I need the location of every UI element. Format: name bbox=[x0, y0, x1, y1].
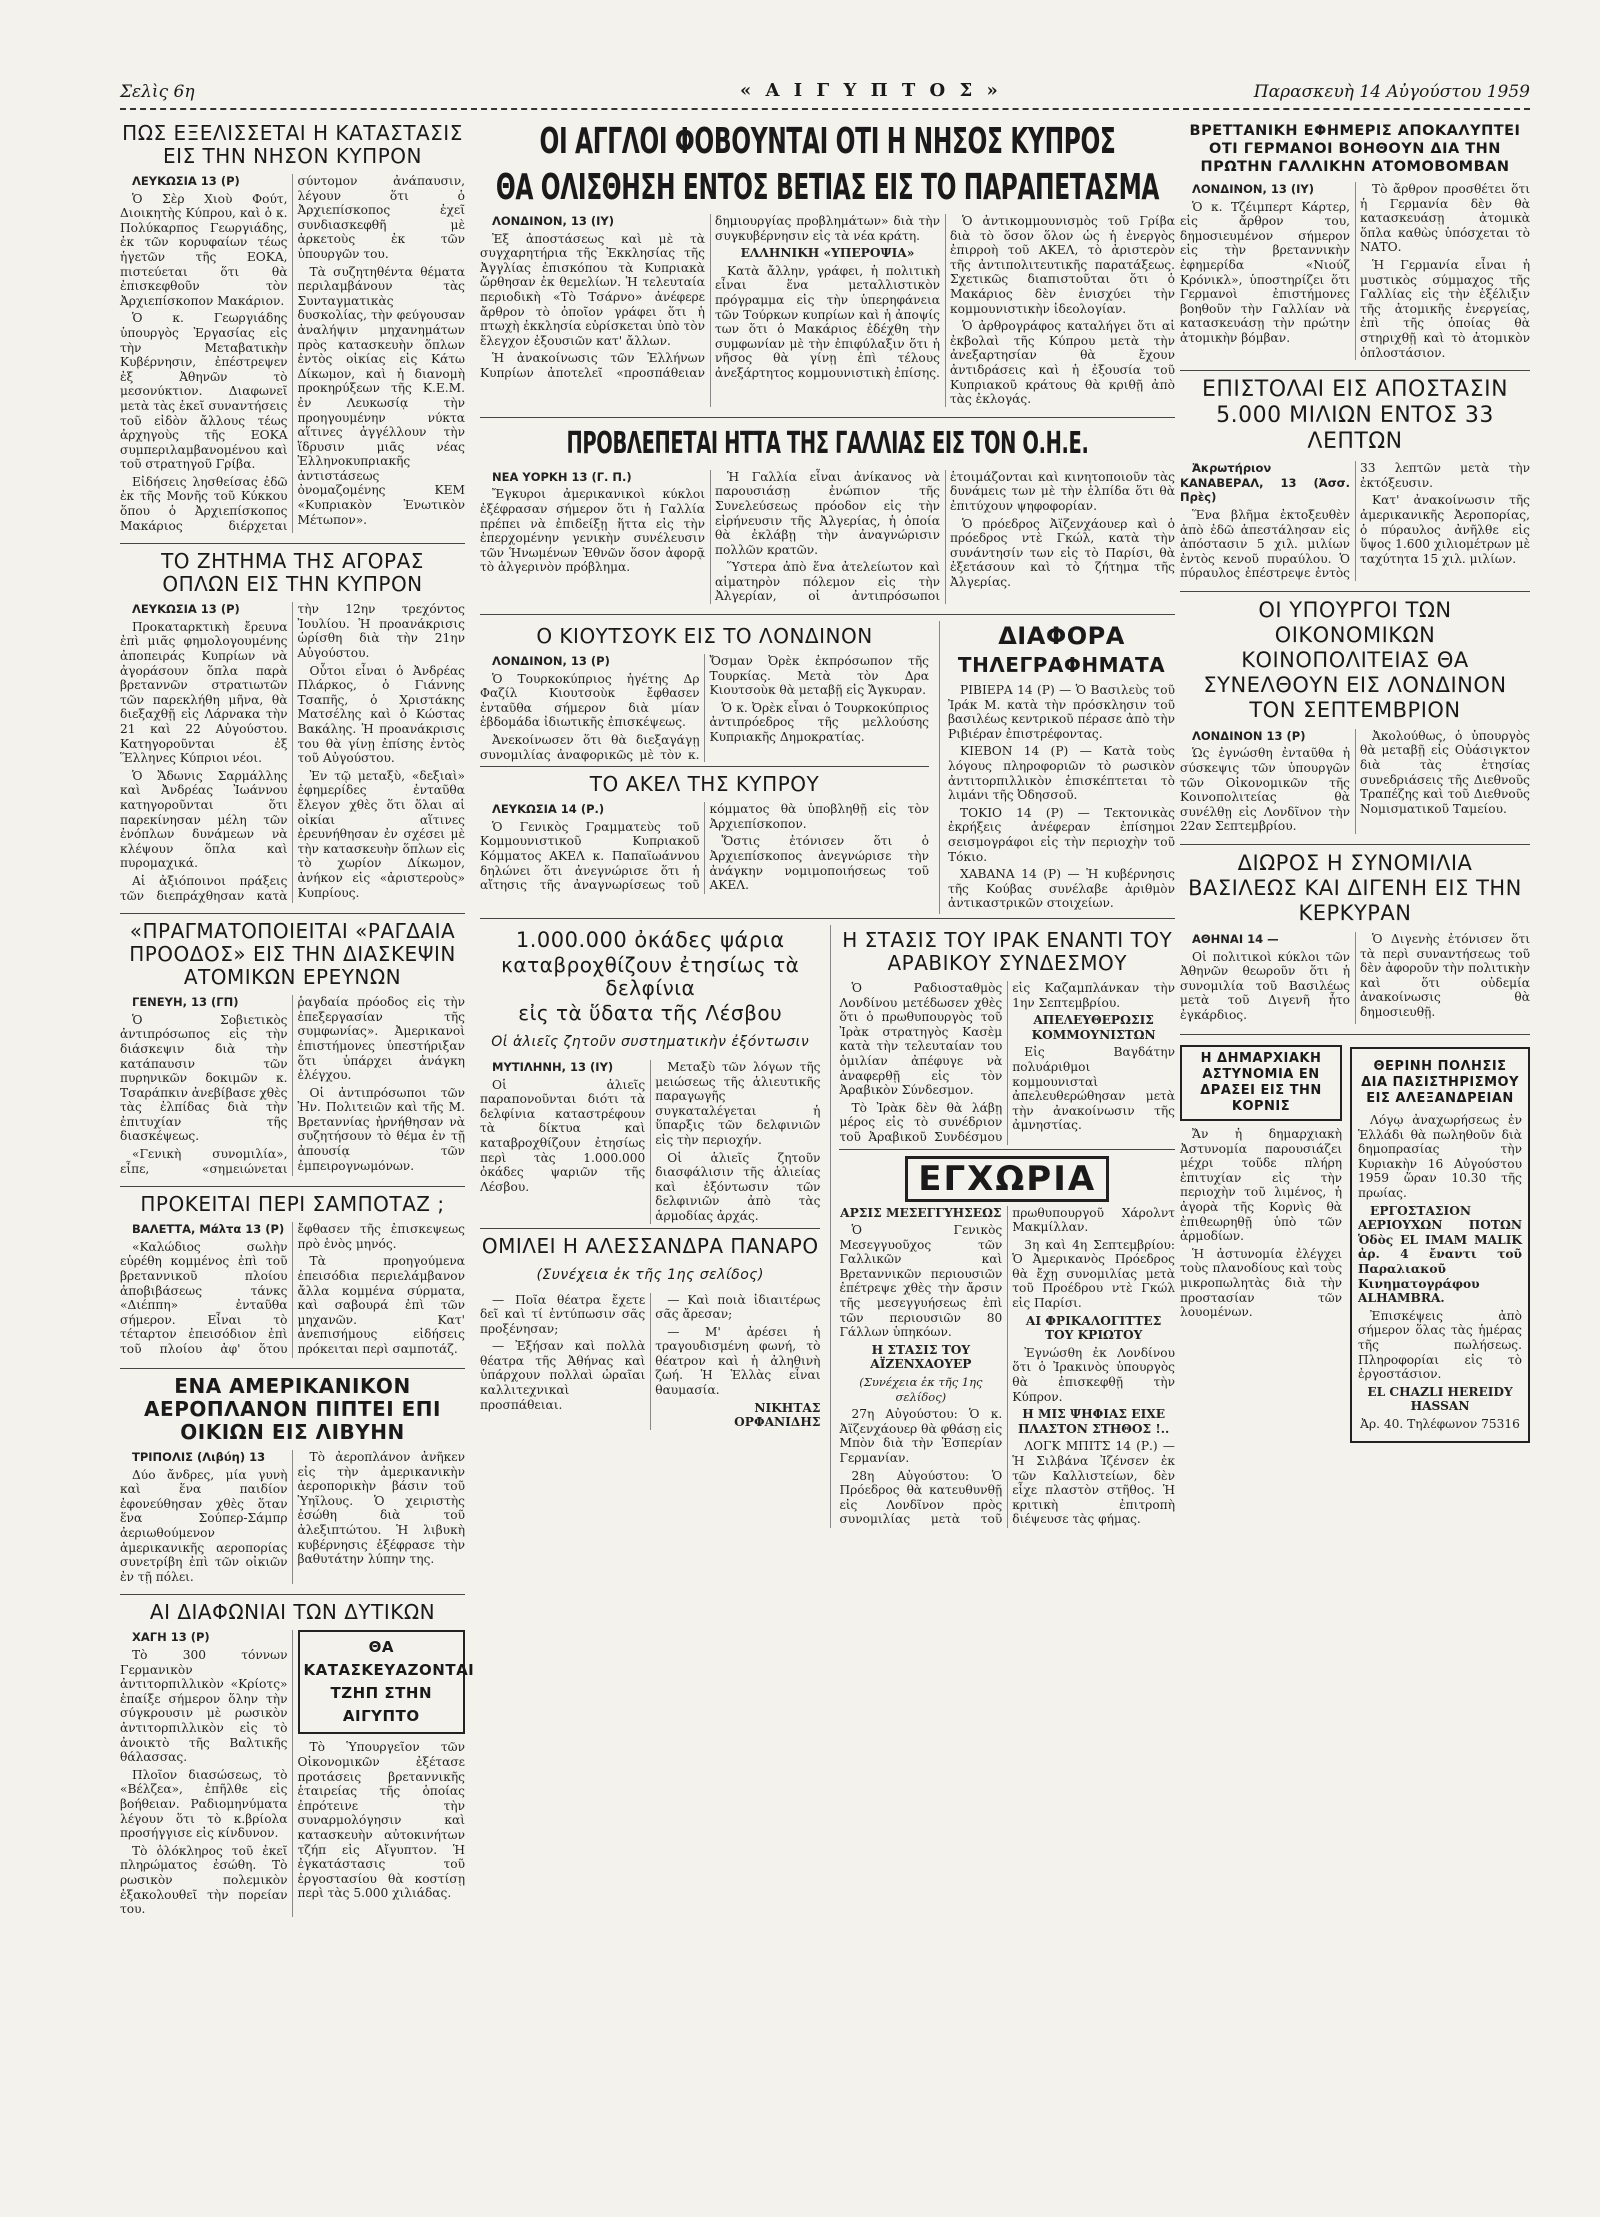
paragraph: Ὁ Ἄδωνις Σαρμάλλης καὶ Ἀνδρέας Ἰωάννου κατηγοροῦνται ὅτι παρεκίνησαν μέλη τῶν ἐνόπλων δυνάμεων νὰ κλέψουν ὅπλα καὶ πυρομαχικά. bbox=[120, 768, 288, 871]
column-center bbox=[480, 118, 1175, 1528]
paragraph: Τὰ προηγούμενα ἐπεισόδια περιελάμβανον ἄλλα κομμένα σύρματα, καὶ σαβουρά ἐπὶ τῶν μηχανῶν. Κατ' ἀνεπισήμους εἰδήσεις πρόκειται περὶ σαμποτάζ. bbox=[297, 1254, 465, 1356]
headline: ΤΟ ΑΚΕΛ ΤΗΣ ΚΥΠΡΟΥ bbox=[589, 772, 820, 797]
article-arms-purchase bbox=[120, 550, 465, 903]
dateline: ΜΥΤΙΛΗΝΗ, 13 (ΙΥ) bbox=[492, 1059, 614, 1074]
article-plane-crash bbox=[120, 1375, 465, 1584]
paragraph: Τὸ Ἰρὰκ δὲν θὰ λάβῃ μέρος εἰς τὸ συνέδριον τοῦ Ἀραβικοῦ Συνδέσμου εἰς Καζαμπλάνκαν τὴν 1ην Σεπτεμβρίου. bbox=[839, 980, 1175, 1144]
paragraph: Ὅστις ἐτόνισεν ὅτι ὁ Ἀρχιεπίσκοπος ἀνεγνώρισε τὴν ἀνάγκην νομιμοποιήσεως τοῦ ΑΚΕΛ. bbox=[709, 834, 929, 893]
ad-address: Ἀρ. 40. Τηλέφωνον 75316 bbox=[1360, 1416, 1520, 1431]
article-atomic-conference bbox=[120, 920, 465, 1176]
paragraph: Ἄν ἡ δημαρχιακὴ Ἀστυνομία παρουσιάζει μέχρι τοῦδε πλήρη ἐπιτυχίαν εἰς τὴν περιοχὴν τοῦ λιμένος, ἡ ἀγορὰ τῆς Κορνὶς θὰ ἐπιθεωρηθῇ ὑπὸ τῶν ἁρμοδίων. bbox=[1180, 1127, 1343, 1244]
dateline: ΓΕΝΕΥΗ, 13 (ΓΠ) bbox=[132, 995, 239, 1010]
subheading: (Συνέχεια ἐκ τῆς 1ης σελίδος) bbox=[536, 1266, 764, 1283]
dateline: ΛΟΝΔΙΝΟΝ, 13 (Ρ) bbox=[492, 654, 610, 669]
dateline: ΑΘΗΝΑΙ 14 — bbox=[1192, 932, 1279, 947]
headline: Ο ΚΙΟΥΤΣΟΥΚ ΕΙΣ ΤΟ ΛΟΝΔΙΝΟΝ bbox=[536, 624, 873, 649]
paragraph: — Ἐξήσαν καὶ πολλὰ θέατρα τῆς Ἀθήνας καὶ ὑπάρχουν πολλαὶ ὡραῖαι καλλιτεχνικαὶ προσπάθειαι. bbox=[480, 1339, 646, 1412]
paragraph: Οἱ ἀντιπρόσωποι τῶν Ἡν. Πολιτειῶν καὶ τῆς Μ. Βρεταννίας ἠρνήθησαν νὰ συζητήσουν τὸ θέμα ἐν τῇ ἀπουσίᾳ τῶν ἐμπειρογνωμόνων. bbox=[297, 1085, 465, 1173]
article-france-un bbox=[480, 424, 1175, 604]
headline: καταβροχθίζουν ἐτησίως τὰ δελφίνια bbox=[501, 952, 800, 1000]
headline: Η ΣΤΑΣΙΣ ΤΟΥ ΙΡΑΚ ΕΝΑΝΤΙ ΤΟΥ ΑΡΑΒΙΚΟΥ ΣΥΝΔΕΣΜΟΥ bbox=[842, 927, 1173, 975]
paragraph: Ἡ ἀστυνομία ἐλέγχει τοὺς πλανοδίους καὶ τοὺς μικροπωλητὰς διὰ τὴν προστασίαν τῶν λουομένων. bbox=[1180, 1246, 1343, 1320]
article-king-digenis bbox=[1180, 851, 1530, 1024]
paragraph: Ὁ Ραδιοσταθμὸς Λονδίνου μετέδωσεν χθὲς ὅτι ὁ πρωθυπουργὸς τοῦ Ἰρὰκ στρατηγὸς Κασὲμ κατὰ τὴν τελευταίαν του ὁμιλίαν ἀπέφυγε νὰ ἀναφερθῇ εἰς τὸν Ἀραβικὸν Σύνδεσμον. bbox=[839, 980, 1003, 1098]
paragraph: ΤΟΚΙΟ 14 (Ρ) — Τεκτονικὰς ἐκρήξεις ἀνέφεραν ἐπίσημοι σεισμογράφοι εἰς τὴν περιοχὴν τοῦ Τόκιο. bbox=[948, 805, 1175, 864]
headline: ΠΩΣ ΕΞΕΛΙΣΣΕΤΑΙ Η ΚΑΤΑΣΤΑΣΙΣ ΕΙΣ ΤΗΝ ΝΗΣΟΝ ΚΥΠΡΟΝ bbox=[122, 121, 463, 168]
paragraph: Οἱ ἁλιεῖς παραπονοῦνται διότι τὰ δελφίνια καταστρέφουν τὰ δίκτυα καὶ καταβροχθίζουν ἐτησίως περὶ τὰς 1.000.000 ὀκάδες ψαριῶν τῆς Λέσβου. bbox=[480, 1077, 646, 1194]
subheading: Οἱ ἁλιεῖς ζητοῦν συστηματικὴν ἐξόντωσιν bbox=[491, 1033, 810, 1050]
paragraph: — Καὶ ποιὰ ἰδιαιτέρως σᾶς ἄρεσαν; bbox=[655, 1292, 821, 1322]
article-sabotage bbox=[120, 1193, 465, 1358]
paragraph: Ὁ Σὲρ Χιοὺ Φούτ, Διοικητὴς Κύπρου, καὶ ὁ κ. Πολύκαρπος Γεωργιάδης, ἐκ τῶν κορυφαίων τέως ἡγετῶν τῆς ΕΟΚΑ, πιστεύεται ὅτι θὰ ἐπισκεφθοῦν τὸν Ἀρχιεπίσκοπον Μακάριον. bbox=[120, 191, 288, 308]
divider bbox=[480, 1228, 820, 1229]
headline: ΟΙ ΥΠΟΥΡΓΟΙ ΤΩΝ ΟΙΚΟΝΟΜΙΚΩΝ ΚΟΙΝΟΠΟΛΙΤΕΙΑΣ ΘΑ ΣΥΝΕΛΘΟΥΝ ΕΙΣ ΛΟΝΔΙΝΟΝ ΤΟΝ ΣΕΠΤΕΜΒΡΙΟΝ bbox=[1203, 597, 1507, 722]
divider bbox=[480, 918, 1175, 919]
divider bbox=[1180, 844, 1530, 845]
headline: εἰς τὰ ὕδατα τῆς Λέσβου bbox=[518, 1000, 783, 1025]
paragraph: Οὗτοι εἶναι ὁ Ἀνδρέας Πλάρκος, ὁ Γιάννης Τσαπῆς, ὁ Χριστάκης Ματσέλης καὶ ὁ Κώστας Βακάλης. Ἡ προανάκρισις του θὰ γίνῃ ἐπίσης ἐντὸς τοῦ Αὐγούστου. bbox=[297, 663, 465, 766]
paragraph: Οἱ πολιτικοὶ κύκλοι τῶν Ἀθηνῶν θεωροῦν ὅτι ἡ συνομιλία τοῦ Βασιλέως μετὰ τοῦ Διγενῆ ἦτο ἐγκάρδιος. bbox=[1180, 949, 1350, 1022]
paragraph: Ὁ Γενικὸς Μεσεγγυοῦχος τῶν Γαλλικῶν καὶ Βρεταννικῶν περιουσιῶν ἐπέτρεψε χθὲς τὴν ἄρσιν τῆς μεσεγγυήσεως ἐπὶ τῶν περιουσιῶν 80 Γάλλων ὑπηκόων. bbox=[839, 1223, 1003, 1340]
article-dolphins bbox=[480, 925, 820, 1529]
paragraph: ΚΙΕΒΟΝ 14 (Ρ) — Κατὰ τοὺς λόγους πληροφοριῶν τὸ ρωσικὸν ἀντιτορπιλλικὸν ἐπισκέπτεται τὸ λιμάνι τῆς Ὀδησσοῦ. bbox=[948, 744, 1175, 803]
paragraph: Δύο ἄνδρες, μία γυνὴ καὶ ἕνα παιδίον ἐφονεύθησαν χθὲς ὅταν ἕνα Σούπερ-Σάμπρ ἀεριωθούμενον ἀμερικανικῆς αεροπορίας συνετρίβη ἐπὶ τῶν οἰκιῶν ἐν τῇ πόλει. bbox=[120, 1467, 288, 1584]
paragraph: Εἰς Βαγδάτην πολυάριθμοι κομμουνισταὶ ἀπελευθερώθησαν μετὰ τὴν ἀνακοίνωσιν τῆς ἀμνηστίας. bbox=[1012, 1045, 1175, 1133]
divider bbox=[480, 766, 929, 767]
row-fish-iraq bbox=[480, 925, 1175, 1529]
paragraph: Ὁ Γενικὸς Γραμματεὺς τοῦ Κομμουνιστικοῦ Κυπριακοῦ Κόμματος ΑΚΕΛ κ. Παπαϊωάννου δηλώνει ὅτι ἀνεγνώρισε ὅτι ἡ αἴτησις τῆς ἀναγνωρίσεως τοῦ κόμματος θὰ ὑποβληθῇ εἰς τὸν Ἀρχιεπίσκοπον. bbox=[480, 802, 929, 893]
subheadline-jeep: ΘΑ ΚΑΤΑΣΚΕΥΑΖΟΝΤΑΙ ΤΖΗΠ ΣΤΗΝ ΑΙΓΥΠΤΟ bbox=[298, 1630, 466, 1734]
divider bbox=[1180, 370, 1530, 371]
article-kutchuk-london bbox=[480, 621, 929, 914]
column-center-right bbox=[830, 925, 1175, 1529]
dateline: ΒΑΛΕΤΤΑ, Μάλτα 13 (Ρ) bbox=[132, 1222, 285, 1237]
paragraph: Κατὰ ἄλλην, γράφει, ἡ πολιτικὴ εἶναι ἕνα μεταλλιστικὸν πρόγραμμα εἰς τὴν ὑπερηφάνεια τῶν Τούρκων κυπρίων καὶ ἡ ἀποψίς των ὅτι ὁ Μακάριος ἐδέχθη τὴν συμφωνίαν μὲ τὴν ἐπιφύλαξιν ὅτι ἡ νῆσος θὰ γίνῃ ἐπὶ τέλους ἀνεξάρτητος κομμουνιστικὴ ἐπίσης. bbox=[715, 263, 940, 380]
headline: ΒΡΕΤΤΑΝΙΚΗ ΕΦΗΜΕΡΙΣ ΑΠΟΚΑΛΥΠΤΕΙ ΟΤΙ ΓΕΡΜΑΝΟΙ ΒΟΗΘΟΥΝ ΔΙΑ ΤΗΝ ΠΡΩΤΗΝ ΓΑΛΛΙΚΗΝ ΑΤΟΜΟΒΟΜΒΑΝ bbox=[1189, 123, 1521, 175]
headline: ΟΜΙΛΕΙ Η ΑΛΕΣΣΑΝΔΡΑ ΠΑΝΑΡΟ bbox=[481, 1233, 819, 1258]
paragraph: ΧΑΒΑΝΑ 14 (Ρ) — Ἡ κυβέρνησις τῆς Κούβας συνέλαβε ἀριθμὸν ἀντικαστρικῶν στοιχείων. bbox=[948, 867, 1175, 911]
paragraph: Ἀνεκοίνωσεν ὅτι θὰ διεξαγάγῃ συνομιλίας ἀναφορικῶς μὲ τὸν κ. Ὄσμαν Ὀρὲκ ἐκπρόσωπον τῆς Τουρκίας. Μετὰ τὸν Δρα Κιουτσοὺκ θὰ μεταβῇ εἰς Ἄγκυραν. bbox=[480, 654, 929, 762]
article-missile-mail bbox=[1180, 377, 1530, 581]
paragraph: Μεταξὺ τῶν λόγων τῆς μειώσεως τῆς ἁλιευτικῆς παραγωγῆς συγκαταλέγεται ἡ ὕπαρξις τῶν δελφινιῶν εἰς τὴν περιοχήν. bbox=[655, 1059, 821, 1147]
headline: «ΠΡΑΓΜΑΤΟΠΟΙΕΙΤΑΙ «ΡΑΓΔΑΙΑ ΠΡΟΟΔΟΣ» ΕΙΣ ΤΗΝ ΔΙΑΣΚΕΨΙΝ ΑΤΟΜΙΚΩΝ ΕΡΕΥΝΩΝ bbox=[129, 919, 456, 990]
divider bbox=[120, 1594, 465, 1595]
paragraph: Ἐγνώσθη ἐκ Λονδίνου ὅτι ὁ Ἰρακινὸς ὑπουργὸς θὰ ἐπισκεφθῇ τὴν Κύπρον. bbox=[1012, 1345, 1175, 1404]
subheading: ΑΙ ΦΡΙΚΑΛΟΓΙΤΤΕΣ ΤΟΥ ΚΡΙΩΤΟΥ bbox=[1025, 1313, 1162, 1343]
subheading: (Συνέχεια ἐκ τῆς 1ης σελίδος) bbox=[859, 1375, 983, 1404]
paragraph: Ἡ Γερμανία εἶναι ἡ μυστικὸς σύμμαχος τῆς Γαλλίας εἰς τὴν ἐξέλιξιν τῆς ἀτομικῆς ἐνεργείας, ἐπὶ τῆς ὁποίας θὰ στηριχθῇ καὶ τὸ ἀτομικὸν ὁπλοστάσιον. bbox=[1360, 257, 1530, 360]
subheading: ΕΛΛΗΝΙΚΗ «ΥΠΕΡΟΨΙΑ» bbox=[740, 246, 915, 261]
article-cyprus-iron-curtain bbox=[480, 122, 1175, 407]
paragraph: Οἱ ἁλιεῖς ζητοῦν διασφάλισιν τῆς ἁλιείας καὶ ἐξόντωσιν τῶν δελφινιῶν ἀπὸ τὰς ἁρμοδίας ἀρχάς. bbox=[655, 1150, 821, 1223]
newspaper-name: « Α Ι Γ Υ Π Τ Ο Σ » bbox=[740, 80, 1002, 101]
headline: ΤΟ ΖΗΤΗΜΑ ΤΗΣ ΑΓΟΡΑΣ ΟΠΛΩΝ ΕΙΣ ΤΗΝ ΚΥΠΡΟΝ bbox=[161, 549, 424, 597]
paragraph: Προκαταρκτικὴ ἔρευνα ἐπὶ μιᾶς φημολογουμένης ἀποπειράς Κυπρίων νὰ ἀγοράσουν ὅπλα παρὰ βρεταννῶν στρατιωτῶν τῶν παρεκλήθη μῆνα, θὰ διεξαχθῇ εἰς Λάρνακα τὴν 21 καὶ 22 Αὐγούστου. Κατηγοροῦνται ἐξ Ἕλληνες Κύπριοι νέοι. bbox=[120, 619, 288, 766]
row-khru-diafora bbox=[480, 621, 1175, 914]
paragraph: Ὁ Σοβιετικὸς ἀντιπρόσωπος εἰς τὴν διάσκεψιν διὰ τὴν κατάπαυσιν τῶν πυρηνικῶν δοκιμῶν κ. Τσαράπκιν ἀνεβίβασε χθὲς τὰς ἐλπίδας διὰ τὴν ἐπιτυχίαν τῆς διασκέψεως. bbox=[120, 1012, 288, 1144]
article-municipal-police bbox=[1180, 1041, 1342, 1442]
divider bbox=[480, 614, 1175, 615]
paragraph: Τὸ ἀεροπλάνον ἀνῆκεν εἰς τὴν ἀμερικανικὴν ἀεροπορικὴν βάσιν τοῦ Ὑηῖλους. Ὁ χειριστὴς ἐσώθη διὰ τοῦ ἀλεξιπτώτου. Ἡ λιβυκὴ κυβέρνησις ἐξέφρασε τὴν βαθυτάτην λύπην της. bbox=[297, 1450, 465, 1567]
paragraph: 27η Αὐγούστου: Ὁ κ. Ἀϊζενχάουερ θὰ φθάσῃ εἰς Μπὸν διὰ τὴν Ἑσπερίαν Γερμανίαν. bbox=[839, 1407, 1003, 1465]
dateline: ΤΡΙΠΟΛΙΣ (Λιβύη) 13 bbox=[132, 1450, 266, 1465]
paragraph: — Ποῖα θέατρα ἔχετε δεῖ καὶ τί ἐντύπωσιν σᾶς προξένησαν; bbox=[480, 1292, 646, 1336]
headline: Η ΔΗΜΑΡΧΙΑΚΗ ΑΣΤΥΝΟΜΙΑ ΕΝ ΔΡΑΣΕΙ ΕΙΣ ΤΗΝ ΚΟΡΝΙΣ bbox=[1180, 1045, 1342, 1121]
divider bbox=[839, 1149, 1175, 1150]
dateline: ΛΕΥΚΩΣΙΑ 14 (Ρ.) bbox=[492, 802, 605, 817]
article-western-disagreements bbox=[120, 1600, 475, 1917]
paragraph: Ἡ Γαλλία εἶναι ἀνίκανος νὰ παρουσιάσῃ ἐνώπιον τῆς Συνελεύσεως πρόοδον εἰς τὴν εἰρήνευσιν τῆς Ἀλγερίας, ἡ ὁποία θὰ ἐκλάβῃ τὴν ἀναγνώρισιν πολλῶν κρατῶν. bbox=[715, 469, 940, 557]
paragraph: Ὁ ἀρθρογράφος καταλήγει ὅτι αἱ ἐκβολαὶ τῆς Κύπρου μετὰ τὴν ἀνεξαρτησίαν θὰ ἔχουν ἀντιδράσεις καὶ ἡ ἐξουσία τοῦ Κυπριακοῦ κράτους θὰ κριθῇ ἀπὸ τὰς ἐκλογάς. bbox=[950, 319, 1175, 407]
divider bbox=[120, 1186, 465, 1187]
headline: 1.000.000 ὀκάδες ψάρια bbox=[515, 927, 785, 952]
article-misc-telegrams bbox=[939, 621, 1175, 914]
headline: ΤΗΛΕΓΡΑΦΗΜΑΤΑ bbox=[957, 653, 1166, 678]
paragraph: Ὕστερα ἀπὸ ἕνα ἀτελείωτον καὶ αἱματηρὸν πόλεμον εἰς τὴν Ἀλγερίαν, οἱ ἀντιπρόσωποι ἑτοιμάζονται καὶ κινητοποιοῦν τὰς δυνάμεις των μὲ τὴν ἐλπίδα ὅτι θὰ ἐπιτύχουν ψηφοφορίαν. bbox=[715, 469, 1175, 604]
issue-date: Παρασκευὴ 14 Αὐγούστου 1959 bbox=[1253, 82, 1530, 102]
paragraph: Ὁ κ. Τζέιμπερτ Κάρτερ, εἰς ἄρθρον του, δημοσιευμένον σήμερον εἰς τὴν βρεταννικὴν ἐφημερίδα «Νιούζ Κρόνικλ», ὑποστηρίζει ὅτι Γερμανοὶ ἐπιστήμονες βοηθοῦν τὴν Γαλλίαν νὰ κατασκευάσῃ τὴν πρώτην ἀτομικὴν βόμβαν. bbox=[1180, 199, 1350, 345]
paragraph: Ὁ ἀντικομμουνισμὸς τοῦ Γρίβα διὰ τὸ ὅσον ὅλον ὡς ἡ ἐνεργὸς ἐπιρροὴ τοῦ ΑΚΕΛ, τὸ ἀριστερὸν τῆς ἀντιπολιτευτικῆς παρατάξεως. Σχετικῶς διαπιστοῦται ὅτι ὁ Μακάριος δὲν ἐνισχύει τὴν κομμουνιστικὴν ἰδεολογίαν. bbox=[950, 214, 1175, 316]
headline-main-1: ΟΙ ΑΓΓΛΟΙ ΦΟΒΟΥΝΤΑΙ ΟΤΙ Η ΝΗΣΟΣ ΚΥΠΡΟΣ bbox=[539, 121, 1116, 162]
paragraph: — Μ' ἀρέσει ἡ τραγουδισμένη φωνή, τὸ θέατρον καὶ ἡ ἀληθινὴ ζωή. Ἡ Ἑλλὰς εἶναι θαυμασία. bbox=[655, 1324, 821, 1398]
paragraph: Ὁ Τουρκοκύπριος ἡγέτης Δρ Φαζίλ Κιουτσοὺκ ἔφθασεν ἐνταῦθα σήμερον διὰ μίαν ἑβδομάδα ἰδιωτικῆς ἐπισκέψεως. bbox=[480, 671, 700, 730]
column-right bbox=[1180, 118, 1530, 1443]
paragraph: Ὁ Διγενὴς ἐτόνισεν ὅτι τὰ περὶ συναντήσεως τοῦ δὲν ἀφοροῦν τὴν πολιτικὴν καὶ ὅτι οὐδεμία ἀνακοίνωσις θὰ δημοσιευθῇ. bbox=[1360, 932, 1530, 1019]
page-header bbox=[120, 80, 1530, 110]
divider bbox=[480, 417, 1175, 418]
subheading: Η ΣΤΑΣΙΣ ΤΟΥ ΑΪΖΕΝΧΑΟΥΕΡ bbox=[870, 1342, 972, 1372]
ad-signature: EL CHAZLI HEREIDY HASSAN bbox=[1367, 1384, 1513, 1414]
paragraph: Τὰ συζητηθέντα θέματα περιλαμβάνουν τὰς Συνταγματικὰς δυσκολίας, τὴν φεύγουσαν ἀναλήψιν μηχανημάτων πρὸς κατασκευὴν ὅπλων ἐντὸς οἰκίας εἰς Κάτω Δίκωμον, καὶ ἡ διανομὴ προκηρύξεων τῆς Κ.Ε.Μ. ἐν Λευκωσίᾳ τὴν προηγουμένην νύκτα αἵτινες ἀγγέλλουν τὴν ἵδρυσιν μιᾶς νέας Ἑλληνοκυπριακῆς ἀντιστάσεως ὀνομαζομένης ΚΕΜ «Κυπριακὸν Ἑνωτικὸν Μέτωπον». bbox=[297, 264, 465, 527]
paragraph: 3η καὶ 4η Σεπτεμβρίου: Ὁ Ἀμερικανὸς Πρόεδρος θὰ ἔχῃ συνομιλίας μετὰ τοῦ Προέδρου ντὲ Γκώλ εἰς Παρίσι. bbox=[1012, 1237, 1175, 1311]
column-left bbox=[120, 118, 475, 1927]
advertisement-auction bbox=[1350, 1047, 1530, 1442]
paragraph: Λόγῳ ἀναχωρήσεως ἐν Ἑλλάδι θὰ πωληθοῦν διὰ δημοπρασίας τὴν Κυριακὴν 16 Αὐγούστου 1959 ὥραν 10.30 τῆς πρωίας. bbox=[1358, 1113, 1522, 1201]
divider bbox=[120, 913, 465, 914]
headline: ΕΠΙΣΤΟΛΑΙ ΕΙΣ ΑΠΟΣΤΑΣΙΝ 5.000 ΜΙΛΙΩΝ ΕΝΤΟΣ 33 ΛΕΠΤΩΝ bbox=[1201, 377, 1509, 455]
dateline: ΧΑΓΗ 13 (Ρ) bbox=[132, 1630, 210, 1645]
paragraph: Ἀκολούθως, ὁ ὑπουργὸς θὰ μεταβῇ εἰς Οὐάσιγκτον διὰ τὰς ἐτησίας συνεδριάσεις τῆς Διεθνοῦς Τραπέζης καὶ τοῦ Διεθνοῦς Νομισματικοῦ Ταμείου. bbox=[1360, 728, 1530, 816]
paragraph: Ὁ κ. Ὀρὲκ εἶναι ὁ Τουρκοκύπριος ἀντιπρόεδρος τῆς μελλούσης Κυπριακῆς Δημοκρατίας. bbox=[709, 700, 929, 745]
subheading: ΑΡΣΙΣ ΜΕΣΕΓΓΥΗΣΕΩΣ bbox=[840, 1205, 1002, 1220]
paragraph: Ἔγκυροι ἀμερικανικοὶ κύκλοι ἐξέφρασαν σήμερον ὅτι ἡ Γαλλία πρέπει νὰ ἐπιδείξῃ ἥττα εἰς τὴν ἐπερχομένην γενικὴν συνέλευσιν τῶν Ἡνωμένων Ἐθνῶν ὅσον ἀφορᾷ τὸ ἀλγερινὸν πρόβλημα. bbox=[480, 487, 705, 575]
dateline: Ἀκρωτήριον ΚΑΝΑΒΕΡΑΛ, 13 (Ἀσσ. Πρὲς) bbox=[1180, 461, 1350, 505]
dateline: ΛΕΥΚΩΣΙΑ 13 (Ρ) bbox=[132, 174, 240, 188]
dateline: ΛΟΝΔΙΝΟΝ 13 (Ρ) bbox=[1192, 728, 1306, 743]
paragraph: Ἐξ ἀποστάσεως καὶ μὲ τὰ συγχαρητήρια τῆς Ἐκκλησίας τῆς Ἀγγλίας ἐπισκόπου τὰ Κυπριακὰ ὥρθησαν ἐκ θεμελίων. Ἡ τελευταία περιοδικὴ «Τὸ Τσάρνο» ἀνέφερε ἄρθρον τὸ ὁποῖον γράφει ὅτι ἡ πτωχὴ ἐκκλησία εὑρίσκεται ὑπὸ τὸν ἔλεγχον ἐξουσιῶν κατ' ἄλλων. bbox=[480, 231, 705, 348]
paragraph: Τὸ ὁλόκληρος τοῦ ἐκεῖ πληρώματος ἐσώθη. Τὸ ρωσικὸν πολεμικὸν ἐξακολουθεῖ τὴν πορείαν του. bbox=[120, 1843, 288, 1917]
headline: ΔΙΑΦΟΡΑ bbox=[998, 622, 1125, 651]
paragraph: Ἡ ἀνακοίνωσις τῶν Ἑλλήνων Κυπρίων ἀποτελεῖ «προσπάθειαν δημιουργίας προβλημάτων» διὰ τὴν συγκυβέρνησιν εἰς τὰ νέα κράτη. bbox=[480, 214, 940, 380]
page-number: Σελὶς 6η bbox=[120, 82, 195, 102]
article-german-atom-bomb bbox=[1180, 122, 1530, 360]
paragraph: 28η Αὐγούστου: Ὁ Πρόεδρος θὰ κατευθυνθῇ εἰς Λονδῖνον πρὸς συνομιλίας μετὰ τοῦ πρωθυπουργοῦ Χάρολντ Μακμίλλαν. bbox=[839, 1205, 1175, 1527]
divider bbox=[1180, 591, 1530, 592]
divider bbox=[1180, 1034, 1530, 1035]
paragraph: Εἰδήσεις λησθείσας ἐδῶ ἐκ τῆς Μονῆς τοῦ Κύκκου ὅπου ὁ Ἀρχιεπίσκοπος Μακάριος διέρχεται σύντομον ἀνάπαυσιν, λέγουν ὅτι ὁ Ἀρχιεπίσκοπος ἐχεῖ συνδιασκεφθῆ μὲ ἀρκετοὺς ἐκ τῶν ὑπουργῶν του. bbox=[120, 174, 465, 533]
dateline: ΛΕΥΚΩΣΙΑ 13 (Ρ) bbox=[132, 602, 240, 617]
paragraph: Ὁ πρόεδρος Ἀϊζενχάουερ καὶ ὁ πρόεδρος ντὲ Γκώλ, κατὰ τὴν συνάντησίν των εἰς τὸ Παρίσι, θὰ ἐξετάσουν καὶ τὸ ζήτημα τῆς Ἀλγερίας. bbox=[950, 516, 1175, 589]
headline-main-2: ΘΑ ΟΛΙΣΘΗΣΗ ΕΝΤΟΣ ΒΕΤΙΑΣ ΕΙΣ ΤΟ ΠΑΡΑΠΕΤΑΣΜΑ bbox=[495, 167, 1160, 208]
paragraph: Ἕνα βλῆμα ἐκτοξευθὲν ἀπὸ ἐδῶ ἀπεστάλησαν εἰς ἀπόστασιν 5 χιλ. μιλίων ἐντὸς κενοῦ πυραύλου. Ὁ πύραυλος ἐπέστρεψε ἐντὸς 33 λεπτῶν μετὰ τὴν ἐκτόξευσιν. bbox=[1180, 461, 1530, 581]
paragraph: Ἐπισκέψεις ἀπὸ σήμερον ὅλας τὰς ἡμέρας τῆς πωλήσεως. Πληροφορίαι εἰς τὸ ἐργοστάσιον. bbox=[1358, 1308, 1522, 1382]
paragraph: «Γενικὴ συνομιλία», εἶπε, «σημειώνεται ῥαγδαία πρόοδος εἰς τὴν ἐπεξεργασίαν τῆς συμφωνίας». Ἀμερικανοὶ ἐπιστήμονες ὑπεστήριξαν ὅτι ὑπάρχει ἀνάγκη ἐλέγχου. bbox=[120, 995, 465, 1176]
headline: ΠΡΟΚΕΙΤΑΙ ΠΕΡΙ ΣΑΜΠΟΤΑΖ ; bbox=[140, 1192, 445, 1217]
headline: ΑΙ ΔΙΑΦΩΝΙΑΙ ΤΩΝ ΔΥΤΙΚΩΝ bbox=[149, 1600, 436, 1625]
divider bbox=[120, 1368, 465, 1369]
headline: ΠΡΟΒΛΕΠΕΤΑΙ ΗΤΤΑ ΤΗΣ ΓΑΛΛΙΑΣ ΕΙΣ ΤΟΝ Ο.Η.Ε. bbox=[566, 425, 1089, 461]
dateline: ΝΕΑ ΥΟΡΚΗ 13 (Γ. Π.) bbox=[492, 469, 632, 484]
headline: ΔΙΩΡΟΣ Η ΣΥΝΟΜΙΛΙΑ ΒΑΣΙΛΕΩΣ ΚΑΙ ΔΙΓΕΝΗ ΕΙΣ ΤΗΝ ΚΕΡΚΥΡΑΝ bbox=[1188, 851, 1522, 926]
article-cyprus-situation bbox=[120, 122, 465, 533]
paragraph: «Καλώδιος σωλὴν εὑρέθη κομμένος ἐπὶ τοῦ βρεταννικοῦ πλοίου ἀποβιβάσεως τάνκς «Διέππη» ἐνταῦθα σήμερον. Εἶναι τὸ τέταρτον ἐπεισόδιον ἐπὶ τοῦ πλοίου ἀφ' ὅτου ἔφθασεν τῆς ἐπισκεψεως πρὸ ἑνὸς μηνός. bbox=[120, 1222, 465, 1356]
paragraph: ΡΙΒΙΕΡΑ 14 (Ρ) — Ὁ Βασιλεὺς τοῦ Ἰράκ Μ. κατὰ τὴν πρόσκλησιν τοῦ βασιλέως κεντρικοῦ πέρασε ἀπὸ τὴν Ριβιέραν ἐπιστρέφοντας. bbox=[948, 683, 1175, 741]
paragraph: Πλοῖον διασώσεως, τὸ «Βέλζεα», ἐπῆλθε εἰς βοήθειαν. Ραδιομηνύματα λέγουν ὅτι τὸ κ.βρίολα προσήγγισε εἰς κίνδυνον. bbox=[120, 1767, 288, 1841]
paragraph: Τὸ Ὑπουργεῖον τῶν Οἰκονομικῶν ἐξέτασε προτάσεις βρεταννικῆς ἑταιρείας τῆς ὁποίας ἐπρότεινε τὴν συναρμολόγησιν καὶ κατασκευὴν αὐτοκινήτων τζήπ εἰς Αἴγυπτον. Ἡ ἐγκατάστασις τοῦ ἐργοστασίου θὰ κοστίσῃ περὶ τὰς 5.000 χιλιάδας. bbox=[297, 1740, 465, 1901]
paragraph: Ἐν τῷ μεταξὺ, «δεξιαὶ» ἐφημερίδες ἐνταῦθα ἔλεγον χθὲς ὅτι ὅλαι αἱ οἰκίαι αἵτινες ἐρευνήθησαν ἐν σχέσει μὲ τὴν κατασκευὴν ὅπλων εἰς τὸ χωρίον Δίκωμον, ἀνήκον εἰς «ἀριστεροὺς» Κυπρίους. bbox=[297, 768, 465, 900]
ad-title: ΘΕΡΙΝΗ ΠΟΛΗΣΙΣ ΔΙΑ ΠΑΣΙΣΤΗΡΙΣΜΟΥ ΕΙΣ ΑΛΕΞΑΝΔΡΕΙΑΝ bbox=[1361, 1059, 1519, 1107]
subheading: Η ΜΙΣ ΨΗΦΙΑΣ ΕΙΧΕ ΠΛΑΣΤΟΝ ΣΤΗΘΟΣ !.. bbox=[1017, 1407, 1170, 1436]
byline: ΝΙΚΗΤΑΣ ΟΡΦΑΝΙΔΗΣ bbox=[734, 1400, 821, 1430]
dateline: ΛΟΝΔΙΝΟΝ, 13 (ΙΥ) bbox=[1192, 182, 1315, 196]
paragraph: Αἱ ἀξιόποινοι πράξεις τῶν διεπράχθησαν κατὰ τὴν 12ην τρεχόντος Ἰουλίου. Ἡ προανάκρισις ὡρίσθη διὰ τὴν 21ην Αὐγούστου. bbox=[120, 602, 465, 903]
row-police-ad bbox=[1180, 1041, 1530, 1442]
paragraph: Κατ' ἀνακοίνωσιν τῆς ἀμερικανικῆς Ἀεροπορίας, ὁ πύραυλος ἀνῆλθε εἰς ὕψος 1.600 χιλιομέτρων μὲ ταχύτητα 15 χιλ. μιλίων. bbox=[1360, 493, 1530, 566]
paragraph: Ὡς ἐγνώσθη ἐνταῦθα ἡ σύσκεψις τῶν ὑπουργῶν τῶν Οἰκονομικῶν τῆς Κοινοπολιτείας θὰ συνέλθῃ εἰς Λονδῖνον τὴν 22αν Σεπτεμβρίου. bbox=[1180, 746, 1350, 834]
headline: ΕΝΑ ΑΜΕΡΙΚΑΝΙΚΟΝ ΑΕΡΟΠΛΑΝΟΝ ΠΙΠΤΕΙ ΕΠΙ ΟΙΚΙΩΝ ΕΙΣ ΛΙΒΥΗΝ bbox=[144, 1374, 441, 1445]
paragraph: ΛΟΓΚ ΜΠΙΤΣ 14 (Ρ.) — Ἡ Σιλβάνα Ἰζένσεν ἐκ τῶν Καλλιστείων, δὲν εἶχε πλαστὸν στῆθος. Ἡ κριτικὴ ἐπιτροπὴ διέψευσε τὰς φήμας. bbox=[1012, 1439, 1175, 1527]
dateline: ΛΟΝΔΙΝΟΝ, 13 (ΙΥ) bbox=[492, 214, 615, 228]
article-commonwealth-ministers bbox=[1180, 598, 1530, 834]
paragraph: Τὸ 300 τόννων Γερμανικὸν ἀντιτορπιλλικὸν «Κρίοτς» ἐπαίξε σήμερον ὅλην τὴν σύγκρουσιν μὲ ρωσικὸν ἀντιτορπιλλικὸν εἰς τὸ ἀνοικτὸ τῆς Βαλτικῆς θάλασσας. bbox=[120, 1648, 288, 1765]
paragraph: ΕΡΓΟΣΤΑΣΙΟΝ ΑΕΡΙΟΥΧΩΝ ΠΟΤΩΝ Ὁδὸς EL IMAM MALIK ἀρ. 4 ἔναντι τοῦ Παραλιακοῦ Κινηματογράφου ALHAMBRA. bbox=[1358, 1203, 1522, 1306]
subheading: ΑΠΕΛΕΥΘΕΡΩΣΙΣ ΚΟΜΜΟΥΝΙΣΤΩΝ bbox=[1031, 1013, 1156, 1042]
paragraph: Τὸ ἄρθρον προσθέτει ὅτι ἡ Γερμανία δὲν θὰ κατασκευάσῃ ἀτομικὰ ὅπλα καθὼς ὑπόσχεται τὸ ΝΑΤΟ. bbox=[1360, 182, 1530, 255]
divider bbox=[120, 543, 465, 544]
section-logo-local-news: ΕΓΧΩΡΙΑ bbox=[905, 1156, 1109, 1202]
paragraph: Ὁ κ. Γεωργιάδης ὑπουργὸς Ἐργασίας εἰς τὴν Μεταβατικὴν Κυβέρνησιν, ἐπέστρεψεν ἐξ Ἀθηνῶν τὸ μεσονύκτιον. Διαφωνεῖ μετὰ τὰς ἐκεῖ συναντήσεις τοῦ εἰδὸν ἄλλους τέως ἀρχηγοὺς τῆς ΕΟΚΑ συμπεριλαμβανομένου καὶ τοῦ στρατηγοῦ Γρίβα. bbox=[120, 311, 288, 472]
